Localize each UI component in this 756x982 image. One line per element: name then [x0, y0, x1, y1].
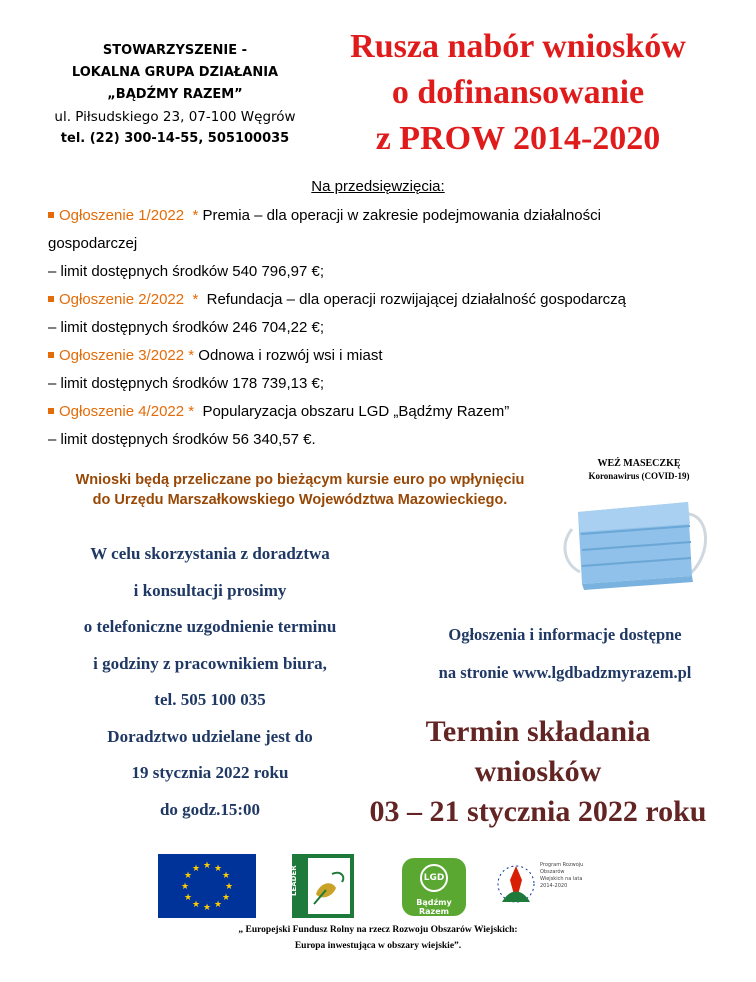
- org-name: LOKALNA GRUPA DZIAŁANIA: [71, 65, 279, 80]
- org-type: STOWARZYSZENIE -: [102, 43, 248, 58]
- org-brand: „BĄDŹMY RAZEM”: [107, 87, 243, 102]
- svg-text:★: ★: [191, 900, 201, 910]
- conversion-note: [20, 470, 580, 510]
- mask-notice: [560, 458, 718, 588]
- announcement-number: Ogłoszenie 4/2022: [59, 403, 185, 420]
- announcement-number: Ogłoszenie 1/2022: [59, 207, 185, 224]
- svg-text:★: ★: [213, 864, 223, 874]
- prow-logo: [496, 858, 536, 914]
- advice-phone: tel. 505 100 035: [154, 690, 266, 709]
- bullet-icon: [48, 296, 54, 302]
- headline-line-2: o dofinansowanie: [391, 74, 645, 111]
- prow-caption: Program Rozwoju Obszarów Wiejskich na lata 2014-2020: [540, 862, 584, 889]
- announcement-description: Odnowa i rozwój wsi i miast: [198, 347, 383, 364]
- bullet-icon: [48, 352, 54, 358]
- asterisk-icon: *: [192, 291, 199, 308]
- announcement-limit: – limit dostępnych środków 178 739,13 €;: [48, 375, 324, 392]
- advice-line: i godziny z pracownikiem biura,: [93, 653, 327, 673]
- headline-line-3: z PROW 2014-2020: [375, 120, 661, 157]
- org-phone: tel. (22) 300-14-55, 505100035: [60, 131, 290, 146]
- announcement-number: Ogłoszenie 3/2022: [59, 347, 185, 364]
- conversion-note-line-1: Wnioski będą przeliczane po bieżącym kursie euro po wpłynięciu: [75, 472, 525, 488]
- svg-text:★: ★: [183, 893, 193, 903]
- svg-text:★: ★: [202, 861, 212, 871]
- advice-line: o telefoniczne uzgodnienie terminu: [83, 617, 337, 636]
- headline-line-1: Rusza nabór wniosków: [350, 28, 686, 65]
- face-mask-icon: [560, 484, 718, 594]
- announcement-list: [48, 202, 738, 454]
- svg-text:★: ★: [224, 882, 234, 892]
- advice-line: W celu skorzystania z doradztwa: [90, 544, 330, 563]
- svg-text:★: ★: [183, 871, 193, 881]
- bullet-icon: [48, 212, 54, 218]
- info-block: [395, 616, 735, 692]
- mask-subtitle: Koronawirus (COVID-19): [588, 471, 690, 481]
- org-address: ul. Piłsudskiego 23, 07-100 Węgrów: [54, 109, 296, 125]
- advice-line: i konsultacji prosimy: [133, 580, 287, 600]
- logo-row: [0, 852, 756, 922]
- announcement-1: [48, 202, 738, 230]
- footer-line-2: Europa inwestująca w obszary wiejskie”.: [294, 941, 462, 951]
- asterisk-icon: *: [192, 207, 199, 224]
- announcement-description: Refundacja – dla operacji rozwijającej działalność gospodarczą: [202, 291, 627, 308]
- deadline-line-2: wniosków: [474, 755, 602, 788]
- conversion-note-line-2: do Urzędu Marszałkowskiego Województwa Mazowieckiego.: [92, 492, 508, 508]
- lgd-badge: LGD: [420, 864, 448, 892]
- announcement-description: Popularyzacja obszaru LGD „Bądźmy Razem”: [198, 403, 510, 420]
- leader-label: LEADER: [290, 865, 298, 896]
- info-website: na stronie www.lgdbadzmyrazem.pl: [438, 663, 692, 682]
- announcement-limit: – limit dostępnych środków 540 796,97 €;: [48, 263, 324, 280]
- svg-text:★: ★: [221, 893, 231, 903]
- lgd-badzmy-razem-logo: [402, 858, 466, 916]
- deadline-dates: 03 – 21 stycznia 2022 roku: [369, 795, 707, 828]
- organization-header: [30, 40, 320, 150]
- svg-text:★: ★: [221, 871, 231, 881]
- advice-date: 19 stycznia 2022 roku: [131, 763, 289, 782]
- footer: [0, 922, 756, 954]
- svg-text:★: ★: [180, 882, 190, 892]
- svg-text:★: ★: [213, 900, 223, 910]
- eu-flag-icon: [158, 854, 256, 918]
- announcement-3: [48, 342, 738, 370]
- footer-line-1: „ Europejski Fundusz Rolny na rzecz Rozwoju Obszarów Wiejskich:: [238, 925, 518, 935]
- announcement-continuation: gospodarczej: [48, 235, 138, 252]
- mask-title: WEŹ MASECZKĘ: [597, 458, 681, 469]
- announcement-number: Ogłoszenie 2/2022: [59, 291, 185, 308]
- deadline-block: [330, 712, 746, 832]
- svg-text:★: ★: [202, 903, 212, 913]
- bullet-icon: [48, 408, 54, 414]
- subheading: Na przedsięwzięcia:: [311, 178, 445, 195]
- lgd-name: Bądźmy Razem: [416, 898, 452, 916]
- announcement-description: Premia – dla operacji w zakresie podejmowania działalności: [202, 207, 601, 224]
- advice-line: Doradztwo udzielane jest do: [107, 726, 313, 746]
- headline: [318, 24, 718, 162]
- announcement-2: [48, 286, 738, 314]
- svg-text:★: ★: [191, 864, 201, 874]
- announcement-limit: – limit dostępnych środków 56 340,57 €.: [48, 431, 316, 448]
- announcement-limit: – limit dostępnych środków 246 704,22 €;: [48, 319, 324, 336]
- info-line-1: Ogłoszenia i informacje dostępne: [448, 625, 682, 644]
- leader-logo: [292, 854, 354, 918]
- asterisk-icon: *: [188, 403, 195, 420]
- deadline-line-1: Termin składania: [425, 715, 651, 748]
- asterisk-icon: *: [188, 347, 195, 364]
- advice-time: do godz.15:00: [159, 799, 261, 819]
- announcement-4: [48, 398, 738, 426]
